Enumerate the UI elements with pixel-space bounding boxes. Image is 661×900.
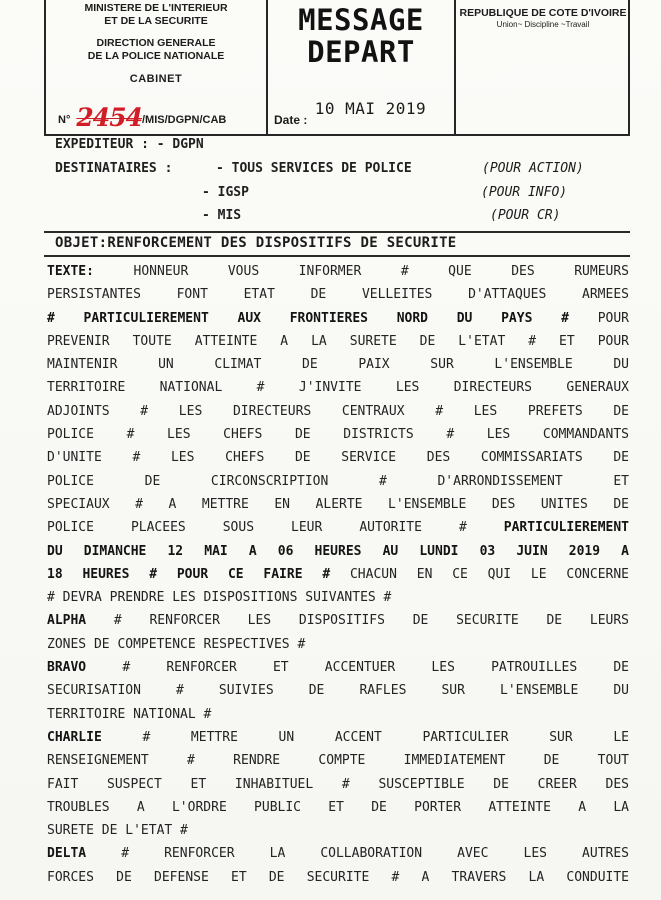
delta-line: FORCES DE DEFENSE ET DE SECURITE # A TRAVERS LA CONDUITE (47, 869, 629, 885)
charlie-label: CHARLIE (47, 729, 102, 745)
charlie-line: CHARLIE # METTRE UN ACCENT PARTICULIER SUR LE (47, 729, 629, 745)
direction-line-2: DE LA POLICE NATIONALE (87, 50, 225, 62)
republic-block (456, 0, 630, 134)
body-line: TERRITOIRE NATIONAL # J'INVITE LES DIRECTEURS GENERAUX (47, 380, 629, 396)
body-line: TEXTE: HONNEUR VOUS INFORMER # QUE DES RUMEURS (47, 264, 629, 279)
body-line: DU DIMANCHE 12 MAI A 06 HEURES AU LUNDI 03 JUIN 2019 A (47, 543, 629, 559)
alpha-line: ALPHA # RENFORCER LES DISPOSITIFS DE SECURITE DE LEURS (47, 613, 629, 629)
sender-label: EXPEDITEUR : (55, 137, 149, 152)
charlie-line: SURETE DE L'ETAT # (47, 823, 188, 839)
issuer-block (46, 0, 268, 134)
body-line: # DEVRA PRENDRE LES DISPOSITIONS SUIVANTES # (47, 590, 392, 606)
objet-line: OBJET:RENFORCEMENT DES DISPOSITIFS DE SECURITE (55, 235, 457, 251)
alpha-line: ZONES DE COMPETENCE RESPECTIVES # (47, 636, 306, 652)
body-line: # PARTICULIEREMENT AUX FRONTIERES NORD DU PAYS # POUR (47, 310, 629, 326)
recipient-2: - IGSP (202, 185, 249, 200)
ministry (46, 2, 266, 28)
charlie-line: FAIT SUSPECT ET INHABITUEL # SUSCEPTIBLE DE CREER DES (47, 776, 629, 792)
bravo-line: TERRITOIRE NATIONAL # (47, 706, 212, 722)
body-line: ADJOINTS # LES DIRECTEURS CENTRAUX # LES PREFETS DE (47, 403, 629, 419)
recipient-2-note: (POUR INFO) (481, 185, 568, 200)
document-title (268, 4, 454, 68)
body-line: POLICE # LES CHEFS DE DISTRICTS # LES COMMANDANTS (47, 427, 629, 443)
charlie-line: RENSEIGNEMENT # RENDRE COMPTE IMMEDIATEMENT DE TOUT (47, 753, 629, 769)
bravo-label: BRAVO (47, 660, 87, 676)
header-grid (44, 0, 630, 136)
title-line-2: DEPART (307, 35, 415, 69)
recipient-1: - TOUS SERVICES DE POLICE (216, 161, 412, 176)
republic-name: REPUBLIQUE DE COTE D'IVOIRE (459, 7, 627, 19)
reference-number (58, 103, 227, 132)
body-line: SPECIAUX # A METTRE EN ALERTE L'ENSEMBLE DES UNITES DE (47, 496, 629, 512)
body-line: PERSISTANTES FONT ETAT DE VELLEITES D'ATTAQUES ARMEES (47, 287, 629, 303)
bravo-line: SECURISATION # SUIVIES DE RAFLES SUR L'ENSEMBLE DU (47, 683, 629, 699)
body-line: POLICE PLACEES SOUS LEUR AUTORITE # PARTICULIEREMENT (47, 520, 629, 536)
recipient-1-note: (POUR ACTION) (482, 161, 584, 176)
body-line: MAINTENIR UN CLIMAT DE PAIX SUR L'ENSEMBLE DU (47, 357, 629, 373)
ref-prefix: N° (58, 114, 71, 126)
body-line: POLICE DE CIRCONSCRIPTION # D'ARRONDISSEMENT ET (47, 473, 629, 489)
recipient-3-note: (POUR CR) (490, 208, 561, 223)
ministry-line-2: ET DE LA SECURITE (104, 15, 208, 27)
recipient-3: - MIS (202, 208, 242, 223)
body-line: PREVENIR TOUTE ATTEINTE A LA SURETE DE L'ETAT # ET POUR (47, 333, 629, 349)
message-body (47, 260, 629, 889)
delta-line: DELTA # RENFORCER LA COLLABORATION AVEC LES AUTRES (47, 846, 629, 862)
alpha-label: ALPHA (47, 613, 87, 629)
date-label: Date : (274, 113, 308, 127)
republic-motto: Union~ Discipline ~Travail (496, 20, 590, 29)
date-row (274, 99, 427, 128)
charlie-line: TROUBLES A L'ORDRE PUBLIC ET DE PORTER ATTEINTE A LA (47, 799, 629, 815)
direction-line-1: DIRECTION GENERALE (96, 37, 216, 49)
ref-handwritten-number: 2454 (76, 103, 142, 132)
sender-row (55, 137, 204, 152)
document-type-block (268, 0, 456, 134)
body-line: 18 HEURES # POUR CE FAIRE # CHACUN EN CE QUI LE CONCERNE (47, 566, 629, 582)
date-value: 10 MAI 2019 (314, 99, 427, 118)
ministry-line-1: MINISTERE DE L'INTERIEUR (84, 2, 228, 14)
sender-value: - DGPN (156, 137, 204, 152)
direction (46, 37, 266, 63)
cabinet: CABINET (129, 73, 183, 85)
texte-label: TEXTE: (47, 264, 94, 279)
bravo-line: BRAVO # RENFORCER ET ACCENTUER LES PATROUILLES DE (47, 660, 629, 676)
title-line-1: MESSAGE (298, 3, 424, 37)
body-line: D'UNITE # LES CHEFS DE SERVICE DES COMMISSARIATS DE (47, 450, 629, 466)
delta-label: DELTA (47, 846, 87, 862)
ref-suffix: /MIS/DGPN/CAB (142, 114, 227, 126)
recipients-label: DESTINATAIRES : (55, 161, 173, 176)
